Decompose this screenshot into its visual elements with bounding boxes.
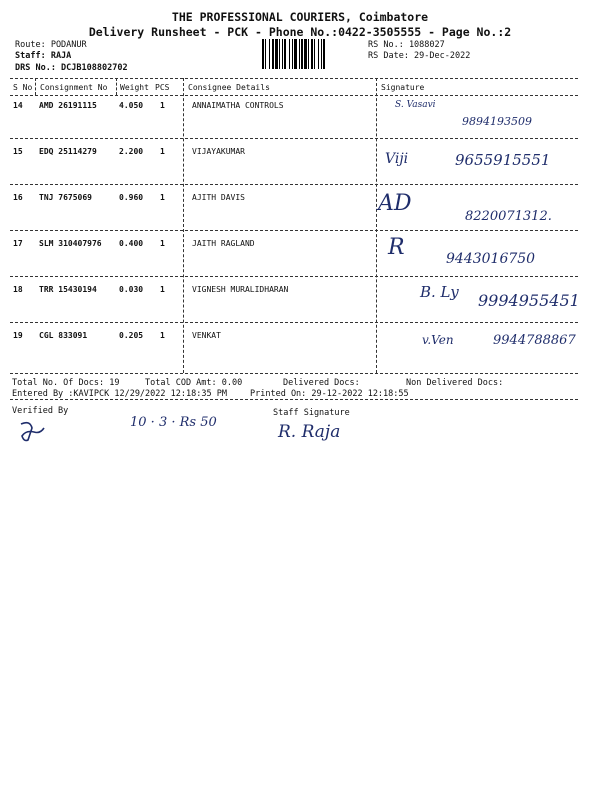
- col-header-sno: S No: [13, 83, 33, 92]
- row-pcs: 1: [160, 101, 165, 110]
- company-title: THE PROFESSIONAL COURIERS, Coimbatore: [171, 10, 429, 24]
- row-signature: Viji: [385, 151, 409, 167]
- route-label: Route: PODANUR: [15, 40, 87, 50]
- row-sno: 16: [13, 193, 23, 202]
- rs-date: RS Date: 29-Dec-2022: [368, 51, 471, 61]
- row-divider: [10, 138, 578, 139]
- row-sno: 14: [13, 101, 23, 110]
- row-consignment: TNJ 7675069: [39, 193, 92, 202]
- row-signature-phone: 9994955451: [478, 291, 580, 310]
- col-header-consignment: Consignment No: [40, 83, 108, 92]
- row-pcs: 1: [160, 147, 165, 156]
- delivered-docs: Delivered Docs:: [283, 378, 360, 388]
- handwritten-note: 10 · 3 · Rs 50: [130, 415, 217, 430]
- col-divider: [183, 78, 184, 373]
- staff-signature-label: Staff Signature: [273, 408, 350, 418]
- barcode-bar: [325, 39, 326, 69]
- row-consignee: VENKAT: [192, 331, 221, 340]
- row-signature: AD: [378, 191, 412, 216]
- staff-signature: R. Raja: [278, 422, 341, 442]
- verified-by-label: Verified By: [12, 406, 69, 416]
- table-header-rule: [10, 95, 578, 96]
- table-bottom-rule: [10, 373, 578, 374]
- row-sno: 17: [13, 239, 23, 248]
- entered-by: Entered By :KAVIPCK 12/29/2022 12:18:35 PM: [12, 389, 227, 399]
- row-signature-phone: 9894193509: [462, 115, 532, 128]
- total-cod: Total COD Amt: 0.00: [145, 378, 243, 388]
- barcode-image: [262, 39, 362, 69]
- non-delivered-docs: Non Delivered Docs:: [406, 378, 504, 388]
- row-weight: 0.400: [119, 239, 144, 248]
- row-signature: S. Vasavi: [395, 100, 436, 110]
- row-signature: B. Ly: [420, 283, 459, 301]
- col-divider: [376, 78, 377, 373]
- row-consignee: VIJAYAKUMAR: [192, 147, 245, 156]
- col-header-weight: Weight: [120, 83, 149, 92]
- row-pcs: 1: [160, 331, 165, 340]
- drs-number: DRS No.: DCJB108802702: [15, 63, 128, 73]
- row-consignee: VIGNESH MURALIDHARAN: [192, 285, 289, 294]
- col-divider: [116, 78, 117, 95]
- row-pcs: 1: [160, 239, 165, 248]
- printed-on: Printed On: 29-12-2022 12:18:55: [250, 389, 409, 399]
- row-pcs: 1: [160, 285, 165, 294]
- row-weight: 0.030: [119, 285, 144, 294]
- row-signature-phone: 9944788867: [493, 333, 576, 348]
- row-weight: 4.050: [119, 101, 144, 110]
- row-pcs: 1: [160, 193, 165, 202]
- row-signature-phone: 8220071312.: [465, 209, 552, 224]
- row-signature-phone: 9655915551: [455, 151, 551, 169]
- row-signature-phone: 9443016750: [446, 251, 536, 267]
- col-header-consignee: Consignee Details: [188, 83, 270, 92]
- table-top-rule: [10, 78, 578, 79]
- col-header-pcs: PCS: [155, 83, 170, 92]
- row-consignee: JAITH RAGLAND: [192, 239, 255, 248]
- row-divider: [10, 184, 578, 185]
- row-consignment: EDQ 25114279: [39, 147, 97, 156]
- row-consignment: AMD 26191115: [39, 101, 97, 110]
- row-weight: 0.205: [119, 331, 144, 340]
- row-sno: 18: [13, 285, 23, 294]
- row-divider: [10, 322, 578, 323]
- row-weight: 2.200: [119, 147, 144, 156]
- col-header-signature: Signature: [381, 83, 425, 92]
- total-docs: Total No. Of Docs: 19: [12, 378, 120, 388]
- runsheet-subtitle: Delivery Runsheet - PCK - Phone No.:0422-3505555 - Page No.:2: [88, 25, 512, 39]
- row-consignee: AJITH DAVIS: [192, 193, 245, 202]
- row-consignment: TRR 15430194: [39, 285, 97, 294]
- verifier-signature: [18, 418, 48, 449]
- row-consignment: SLM 310407976: [39, 239, 102, 248]
- row-consignee: ANNAIMATHA CONTROLS: [192, 101, 284, 110]
- row-signature: R: [388, 235, 405, 260]
- col-divider: [35, 78, 36, 95]
- row-sno: 19: [13, 331, 23, 340]
- row-signature: v.Ven: [422, 333, 454, 347]
- row-divider: [10, 230, 578, 231]
- footer-rule: [10, 399, 578, 400]
- row-divider: [10, 276, 578, 277]
- row-sno: 15: [13, 147, 23, 156]
- row-consignment: CGL 833091: [39, 331, 88, 340]
- staff-label: Staff: RAJA: [15, 51, 72, 61]
- row-weight: 0.960: [119, 193, 144, 202]
- rs-number: RS No.: 1088027: [368, 40, 445, 50]
